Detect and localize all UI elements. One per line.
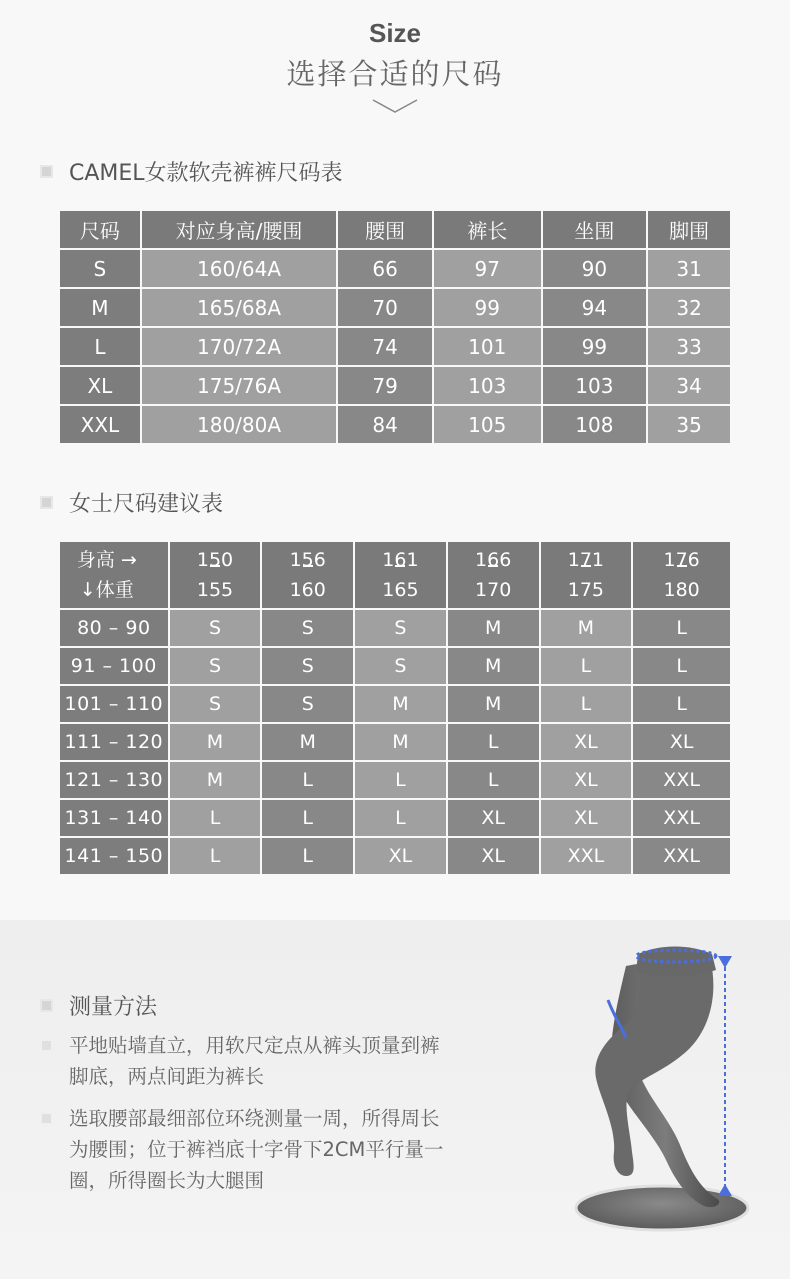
size-chart-title-text: CAMEL女款软壳裤裤尺码表 <box>69 161 343 186</box>
suggest-chart-title-text: 女士尺码建议表 <box>69 492 224 517</box>
table-cell: 108 <box>542 405 648 444</box>
table-cell: L <box>632 609 731 647</box>
column-header: 腰围 <box>337 210 433 249</box>
bullet-square-icon <box>40 496 53 509</box>
table-cell: 165/68A <box>141 288 337 327</box>
bullet-square-icon <box>40 165 53 178</box>
table-cell: L <box>261 837 354 875</box>
table-cell: M <box>354 723 447 761</box>
table-cell: 90 <box>542 249 648 288</box>
table-cell: L <box>354 799 447 837</box>
table-cell: 70 <box>337 288 433 327</box>
table-cell: L <box>354 761 447 799</box>
header-title-cn: 选择合适的尺码 <box>286 57 504 91</box>
table-cell: L <box>261 799 354 837</box>
table-row <box>59 405 731 444</box>
weight-range-cell: 121 – 130 <box>59 761 169 799</box>
table-cell: 66 <box>337 249 433 288</box>
table-cell: M <box>447 609 540 647</box>
height-range-header: 166 170 <box>447 541 540 609</box>
size-cell: L <box>59 327 141 366</box>
table-cell: 175/76A <box>141 366 337 405</box>
corner-cell <box>59 541 169 609</box>
table-cell: M <box>261 723 354 761</box>
table-cell: XXL <box>540 837 633 875</box>
height-range-header: 156 160 <box>261 541 354 609</box>
table-cell: 180/80A <box>141 405 337 444</box>
table-cell: XL <box>540 723 633 761</box>
table-cell: XXL <box>632 799 731 837</box>
table-row <box>59 799 731 837</box>
size-cell: XL <box>59 366 141 405</box>
table-cell: L <box>169 837 262 875</box>
table-cell: XL <box>447 837 540 875</box>
suggest-chart-table <box>58 540 732 876</box>
table-cell: L <box>632 685 731 723</box>
weight-range-cell: 111 – 120 <box>59 723 169 761</box>
weight-range-cell: 131 – 140 <box>59 799 169 837</box>
suggest-chart-title <box>40 487 223 518</box>
table-row <box>59 288 731 327</box>
table-cell: XL <box>354 837 447 875</box>
header-title-en: Size <box>368 18 422 48</box>
column-header: 尺码 <box>59 210 141 249</box>
table-cell: 84 <box>337 405 433 444</box>
measure-title-text: 测量方法 <box>69 995 158 1020</box>
table-cell: 97 <box>433 249 542 288</box>
table-row <box>59 647 731 685</box>
table-row <box>59 723 731 761</box>
size-cell: M <box>59 288 141 327</box>
table-cell: L <box>632 647 731 685</box>
weight-range-cell: 141 – 150 <box>59 837 169 875</box>
table-cell: XL <box>632 723 731 761</box>
size-chart-table <box>58 209 732 445</box>
table-cell: M <box>354 685 447 723</box>
column-header: 对应身高/腰围 <box>141 210 337 249</box>
table-row <box>59 249 731 288</box>
table-cell: L <box>447 761 540 799</box>
table-cell: S <box>354 647 447 685</box>
height-range-header: 176 180 <box>632 541 731 609</box>
weight-label: 体重 <box>95 579 134 601</box>
table-cell: L <box>261 761 354 799</box>
table-cell: 79 <box>337 366 433 405</box>
column-header: 脚围 <box>647 210 731 249</box>
table-row <box>59 327 731 366</box>
table-cell: L <box>169 799 262 837</box>
bullet-square-icon <box>40 999 53 1012</box>
height-range-header: 161 165 <box>354 541 447 609</box>
size-chart-title <box>40 156 343 187</box>
table-cell: S <box>261 609 354 647</box>
weight-range-cell: 101 – 110 <box>59 685 169 723</box>
table-cell: M <box>169 761 262 799</box>
table-cell: 105 <box>433 405 542 444</box>
measure-step-2: 选取腰部最细部位环绕测量一周，所得周长 为腰围；位于裤裆底十字骨下2CM平行量一 圈，所得圈长为大腿围 <box>40 1103 510 1196</box>
table-cell: S <box>261 685 354 723</box>
height-label: 身高 <box>76 549 115 571</box>
table-cell: S <box>354 609 447 647</box>
table-cell: M <box>169 723 262 761</box>
table-row <box>59 366 731 405</box>
suggest-chart-header-row <box>59 541 731 609</box>
column-header: 裤长 <box>433 210 542 249</box>
table-cell: 34 <box>647 366 731 405</box>
size-chart-header-row <box>59 210 731 249</box>
table-cell: 160/64A <box>141 249 337 288</box>
table-cell: S <box>169 609 262 647</box>
table-cell: 101 <box>433 327 542 366</box>
table-cell: XL <box>447 799 540 837</box>
table-cell: M <box>447 647 540 685</box>
table-cell: L <box>540 647 633 685</box>
table-cell: 74 <box>337 327 433 366</box>
table-cell: 31 <box>647 249 731 288</box>
table-row <box>59 609 731 647</box>
table-cell: 33 <box>647 327 731 366</box>
measure-title <box>40 990 157 1021</box>
table-cell: 94 <box>542 288 648 327</box>
table-cell: S <box>261 647 354 685</box>
table-cell: 170/72A <box>141 327 337 366</box>
measure-step-1: 平地贴墙直立，用软尺定点从裤头顶量到裤 脚底，两点间距为裤长 <box>40 1030 510 1092</box>
table-cell: XXL <box>632 837 731 875</box>
table-cell: XL <box>540 761 633 799</box>
mannequin-legs-illustration <box>540 930 770 1240</box>
size-cell: S <box>59 249 141 288</box>
height-range-header: 150 155 <box>169 541 262 609</box>
table-cell: XXL <box>632 761 731 799</box>
table-cell: M <box>447 685 540 723</box>
table-cell: 32 <box>647 288 731 327</box>
table-cell: 99 <box>433 288 542 327</box>
table-cell: L <box>540 685 633 723</box>
size-cell: XXL <box>59 405 141 444</box>
column-header: 坐围 <box>542 210 648 249</box>
table-row <box>59 837 731 875</box>
arrow-right-icon: → <box>120 549 137 571</box>
table-cell: S <box>169 647 262 685</box>
table-row <box>59 761 731 799</box>
table-cell: M <box>540 609 633 647</box>
table-cell: 103 <box>542 366 648 405</box>
weight-range-cell: 80 – 90 <box>59 609 169 647</box>
bullet-square-icon <box>40 1112 53 1125</box>
bullet-square-icon <box>40 1039 53 1052</box>
table-cell: XL <box>540 799 633 837</box>
table-cell: 99 <box>542 327 648 366</box>
table-cell: L <box>447 723 540 761</box>
weight-range-cell: 91 – 100 <box>59 647 169 685</box>
table-row <box>59 685 731 723</box>
chevron-down-icon <box>372 98 418 114</box>
table-cell: 103 <box>433 366 542 405</box>
table-cell: 35 <box>647 405 731 444</box>
table-cell: S <box>169 685 262 723</box>
arrow-down-icon: ↓ <box>79 579 96 601</box>
height-range-header: 171 175 <box>540 541 633 609</box>
